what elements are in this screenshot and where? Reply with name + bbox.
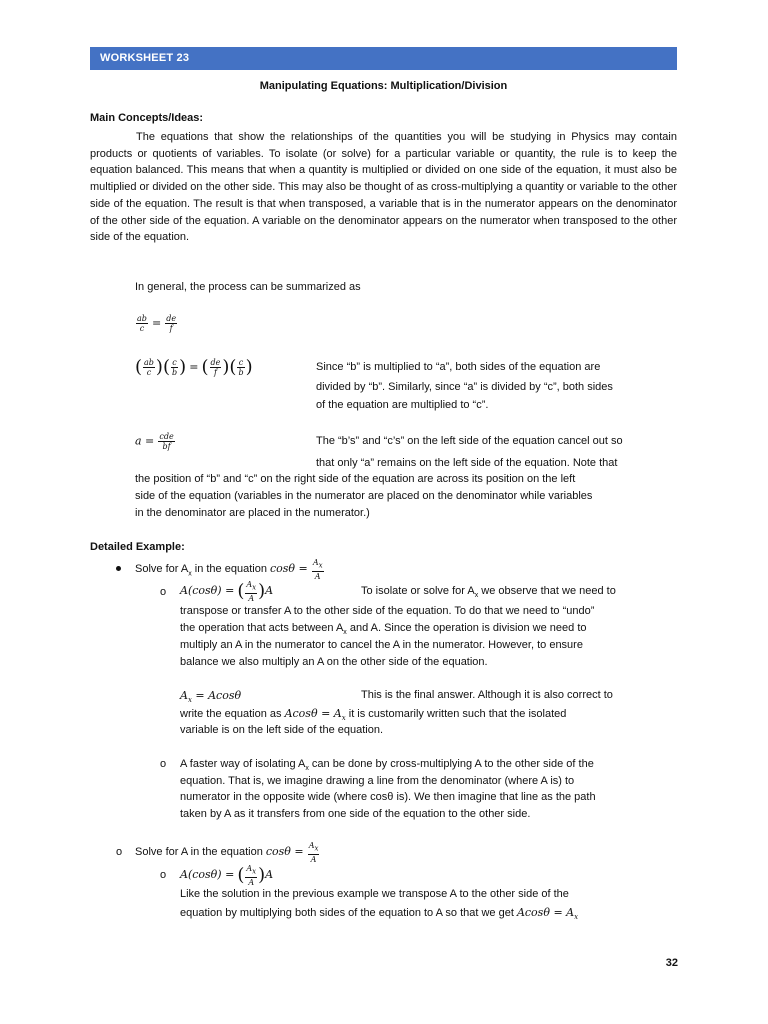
example-2-step-equation: A(cosθ) = ( $\frac{A_x}{A}$ )A xyxy=(180,864,274,887)
eq3-explanation-5: in the denominator are placed in the numerator.) xyxy=(135,507,370,519)
equation-3: a = $\frac{\text{cde}}{bf}$ xyxy=(135,432,174,451)
summary-intro: In general, the process can be summarized as xyxy=(135,281,361,293)
concepts-heading: Main Concepts/Ideas: xyxy=(90,112,204,124)
equation-2: ( $\frac{ab}{c}$ )( $\frac{c}{b}$ ) = ( $\frac{de}{f}$ )( $\frac{c}{b}$ ) xyxy=(135,356,253,378)
eq2-explanation-3: of the equation are multiplied to “c”. xyxy=(316,399,489,411)
faster-text-1: A faster way of isolating $A_x$ can be done by cross-multiplying A to the other side of the xyxy=(180,758,594,773)
step-text-1: To isolate or solve for $A_x$ we observe that we need to xyxy=(361,585,616,600)
final-text-2: write the equation as $Acos\theta = A_x$ it is customarily written such that the isolated xyxy=(180,707,567,723)
eq3-explanation-3: the position of “b” and “c” on the right side of the equation are across its position on the left xyxy=(135,473,576,485)
example-1-prompt: Solve for $A_x$ in the equation cosθ = $\frac{A_x}{A}$ xyxy=(135,558,323,581)
bullet-dot xyxy=(116,566,121,571)
example-1-step-equation: A(cosθ) = ( $\frac{A_x}{A}$ )A xyxy=(180,580,274,603)
eq2-explanation-1: Since “b” is multiplied to “a”, both sides of the equation are xyxy=(316,361,601,373)
bullet-circle: o xyxy=(160,869,167,881)
faster-text-2: equation. That is, we imagine drawing a line from the denominator (where A is) to xyxy=(180,775,575,787)
page-title: Manipulating Equations: Multiplication/Division xyxy=(259,80,508,92)
final-equation: $A_x = Acos\theta$ xyxy=(180,689,242,705)
bullet-circle: o xyxy=(160,758,167,770)
faster-text-4: taken by A as it transfers from one side of the equation to the other side. xyxy=(180,808,531,820)
bullet-circle: o xyxy=(116,846,123,858)
step-text-2: transpose or transfer A to the other side of the equation. To do that we need to “undo” xyxy=(180,605,595,617)
faster-text-3: numerator in the opposite wide (where cosθ is). We then imagine that line as the path xyxy=(180,791,596,803)
step-text-4: multiply an A in the numerator to cancel the A in the numerator. However, to ensure xyxy=(180,639,583,651)
example-2-text-2: equation by multiplying both sides of the equation to A so that we get $Acos\theta = A_x$ xyxy=(180,906,579,922)
example-heading: Detailed Example: xyxy=(90,541,185,553)
eq3-explanation-4: side of the equation (variables in the numerator are placed on the denominator while variables xyxy=(135,490,593,502)
step-text-3: the operation that acts between $A_x$ and A. Since the operation is division we need to xyxy=(180,622,587,637)
bullet-circle: o xyxy=(160,586,167,598)
worksheet-banner xyxy=(90,47,677,70)
eq2-explanation-2: divided by “b”. Similarly, since “a” is divided by “c”, both sides xyxy=(316,381,613,393)
final-text-1: This is the final answer. Although it is also correct to xyxy=(361,689,613,701)
equation-1: $\frac{ab}{c}$ = $\frac{de}{f}$ xyxy=(137,314,177,333)
concepts-paragraph: The equations that show the relationships of the quantities you will be studying in Physics may contain products or quotients of variables. To isolate (or solve) for a particular variable or quantity, the rule is to keep the equation balanced. This means that when a quantity is multiplied or divided on one side of the equation, it must also be multiplied or divided on the other side. This may also be thought of as cross-multiplying a quantity or variable to the other side of the equation. The result is that when transposed, a variable that is in the numerator appears on the denominator of the other side of the equation. A variable on the denominator appears on the numerator when transposed to the other side of the equation. xyxy=(90,131,677,244)
example-2-text-1: Like the solution in the previous example we transpose A to the other side of the xyxy=(180,888,569,900)
eq3-explanation-2: that only “a” remains on the left side of the equation. Note that xyxy=(316,457,618,469)
eq3-explanation-1: The “b’s” and “c’s” on the left side of the equation cancel out so xyxy=(316,435,623,447)
page-number: 32 xyxy=(665,957,678,969)
final-text-3: variable is on the left side of the equation. xyxy=(180,724,384,736)
banner-text: WORKSHEET 23 xyxy=(100,52,190,64)
step-text-5: balance we also multiply an A on the other side of the equation. xyxy=(180,656,488,668)
example-2-prompt: Solve for A in the equation cosθ = $\frac{A_x}{A}$ xyxy=(135,841,319,864)
